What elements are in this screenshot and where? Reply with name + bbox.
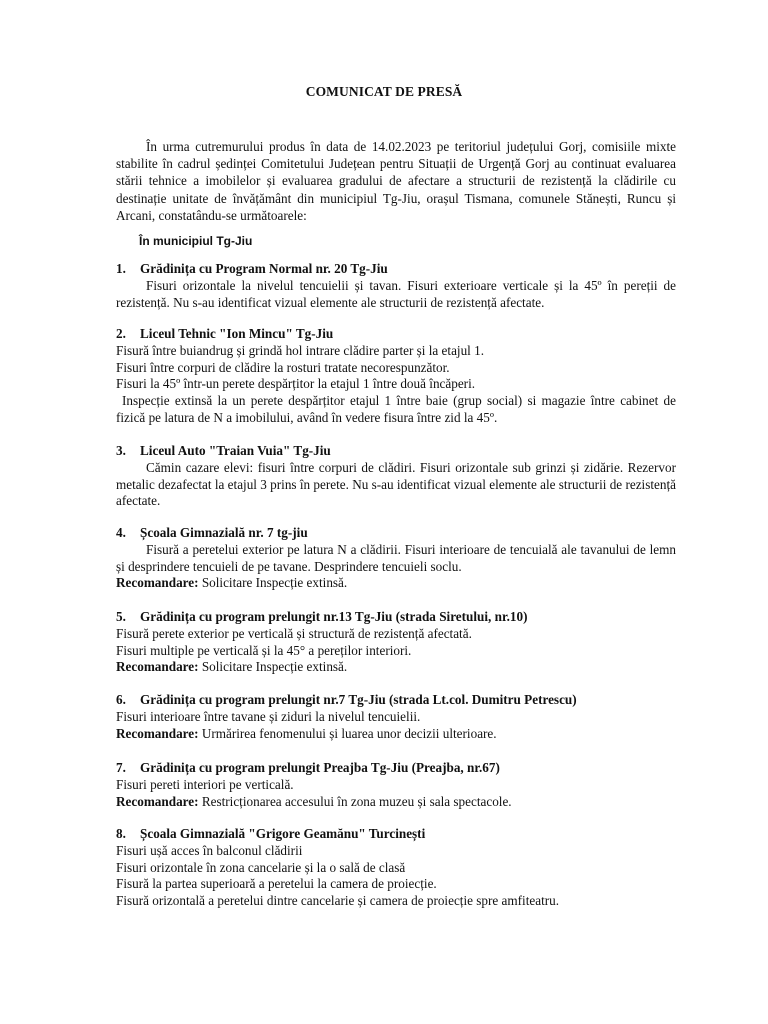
recommendation-text: Solicitare Inspecție extinsă. — [201, 659, 348, 675]
section-number: 1. — [116, 261, 126, 276]
section-title — [116, 525, 676, 542]
section-text: Fisuri la 45º într-un perete despărțitor la etajul 1 între două încăperi. — [116, 376, 476, 392]
recommendation-label: Recomandare: — [116, 793, 199, 809]
subheading-municipality: În municipiul Tg-Jiu — [139, 234, 253, 248]
recommendation-label: Recomandare: — [116, 659, 199, 675]
section-number: 8. — [116, 826, 126, 841]
section-text: Fisură la partea superioară a peretelui la camera de proiecție. — [116, 876, 437, 892]
section-text: Fisuri pereti interiori pe verticală. — [116, 776, 294, 792]
recommendation-text: Restricționarea accesului în zona muzeu și sala spectacole. — [201, 793, 512, 809]
section-8 — [116, 826, 676, 910]
section-text: Fisuri ușă acces în balconul clădirii — [116, 842, 303, 858]
recommendation-label: Recomandare: — [116, 725, 199, 741]
section-title — [116, 326, 676, 343]
section-title-text: Grădinița cu program prelungit nr.13 Tg-Jiu (strada Siretului, nr.10) — [140, 609, 528, 624]
section-number: 3. — [116, 443, 126, 458]
section-title — [116, 261, 676, 278]
section-number: 5. — [116, 609, 126, 624]
section-title-text: Grădinița cu Program Normal nr. 20 Tg-Jiu — [140, 261, 388, 276]
section-title-text: Grădinița cu program prelungit nr.7 Tg-Jiu (strada Lt.col. Dumitru Petrescu) — [140, 692, 577, 707]
recommendation-text: Solicitare Inspecție extinsă. — [201, 575, 348, 591]
section-text: Fisuri între corpuri de clădire la rosturi tratate necorespunzător. — [116, 359, 450, 375]
section-5 — [116, 609, 676, 676]
section-title-text: Școala Gimnazială nr. 7 tg-jiu — [140, 525, 308, 540]
section-number: 4. — [116, 525, 126, 540]
section-number: 7. — [116, 760, 126, 775]
recommendation-text: Urmărirea fenomenului și luarea unor decizii ulterioare. — [201, 725, 497, 741]
section-title-text: Grădinița cu program prelungit Preajba Tg-Jiu (Preajba, nr.67) — [140, 760, 500, 775]
section-text: Fisură între buiandrug și grindă hol intrare clădire parter și la etajul 1. — [116, 342, 485, 358]
section-1 — [116, 261, 676, 311]
section-text: Fisuri orizontale în zona cancelarie și la o sală de clasă — [116, 859, 406, 875]
section-title — [116, 443, 676, 460]
section-number: 6. — [116, 692, 126, 707]
section-6 — [116, 692, 676, 742]
section-text: Fisuri orizontale la nivelul tencuielii și tavan. Fisuri exterioare verticale și la 45º în pereții de rezistență. Nu s-au identificat vizual elemente ale structurii de rezistență afectate. — [116, 277, 676, 310]
section-3 — [116, 443, 676, 510]
section-text: Inspecție extinsă la un perete despărțitor etajul 1 între baie (grup social) si magazie între cabinet de fizică pe latura de N a imobilului, având în vedere fisura între zid la 45º. — [116, 393, 676, 425]
section-title-text: Liceul Auto "Traian Vuia" Tg-Jiu — [140, 443, 331, 458]
intro-paragraph: În urma cutremurului produs în data de 14.02.2023 pe teritoriul județului Gorj, comisiile mixte stabilite în cadrul ședinței Comitetului Județean pentru Situații de Urgență Gorj au continuat evaluarea stării tehnice a imobilelor și evaluarea gradului de afectare a structurii de rezistență la clădirile cu destinație unitate de învățământ din municipiul Tg-Jiu, orașul Tismana, comunele Stănești, Runcu și Arcani, constatându-se următoarele: — [116, 139, 676, 223]
section-number: 2. — [116, 326, 126, 341]
recommendation — [116, 575, 676, 592]
section-text: Fisuri interioare între tavane și ziduri la nivelul tencuielii. — [116, 708, 421, 724]
section-2 — [116, 326, 676, 427]
recommendation-label: Recomandare: — [116, 575, 199, 591]
recommendation — [116, 726, 676, 743]
page-title: COMUNICAT DE PRESĂ — [305, 84, 463, 99]
recommendation — [116, 794, 676, 811]
section-title-text: Școala Gimnazială "Grigore Geamănu" Turcinești — [140, 826, 426, 841]
section-text: Fisură orizontală a peretelui dintre cancelarie și camera de proiecție spre amfiteatru. — [116, 893, 560, 909]
section-title-text: Liceul Tehnic "Ion Mincu" Tg-Jiu — [140, 326, 334, 341]
section-title — [116, 760, 676, 777]
section-4 — [116, 525, 676, 592]
section-title — [116, 609, 676, 626]
section-title — [116, 692, 676, 709]
section-text: Fisuri multiple pe verticală și la 45° a pereților interiori. — [116, 642, 412, 658]
section-title — [116, 826, 676, 843]
recommendation — [116, 659, 676, 676]
section-text: Fisură perete exterior pe verticală și structură de rezistență afectată. — [116, 625, 472, 641]
section-text: Cămin cazare elevi: fisuri între corpuri de clădiri. Fisuri orizontale sub grinzi și zidărie. Rezervor metalic dezafectat la etajul 3 prins în perete. Nu s-au identificat vizual elemente ale structurii de rezistență afectate. — [116, 459, 676, 509]
section-text: Fisură a peretelui exterior pe latura N a clădirii. Fisuri interioare de tencuială ale tavanului de lemn și desprindere tencuieli de pe tavane. Desprindere tencuieli soclu. — [116, 541, 676, 574]
section-7 — [116, 760, 676, 810]
